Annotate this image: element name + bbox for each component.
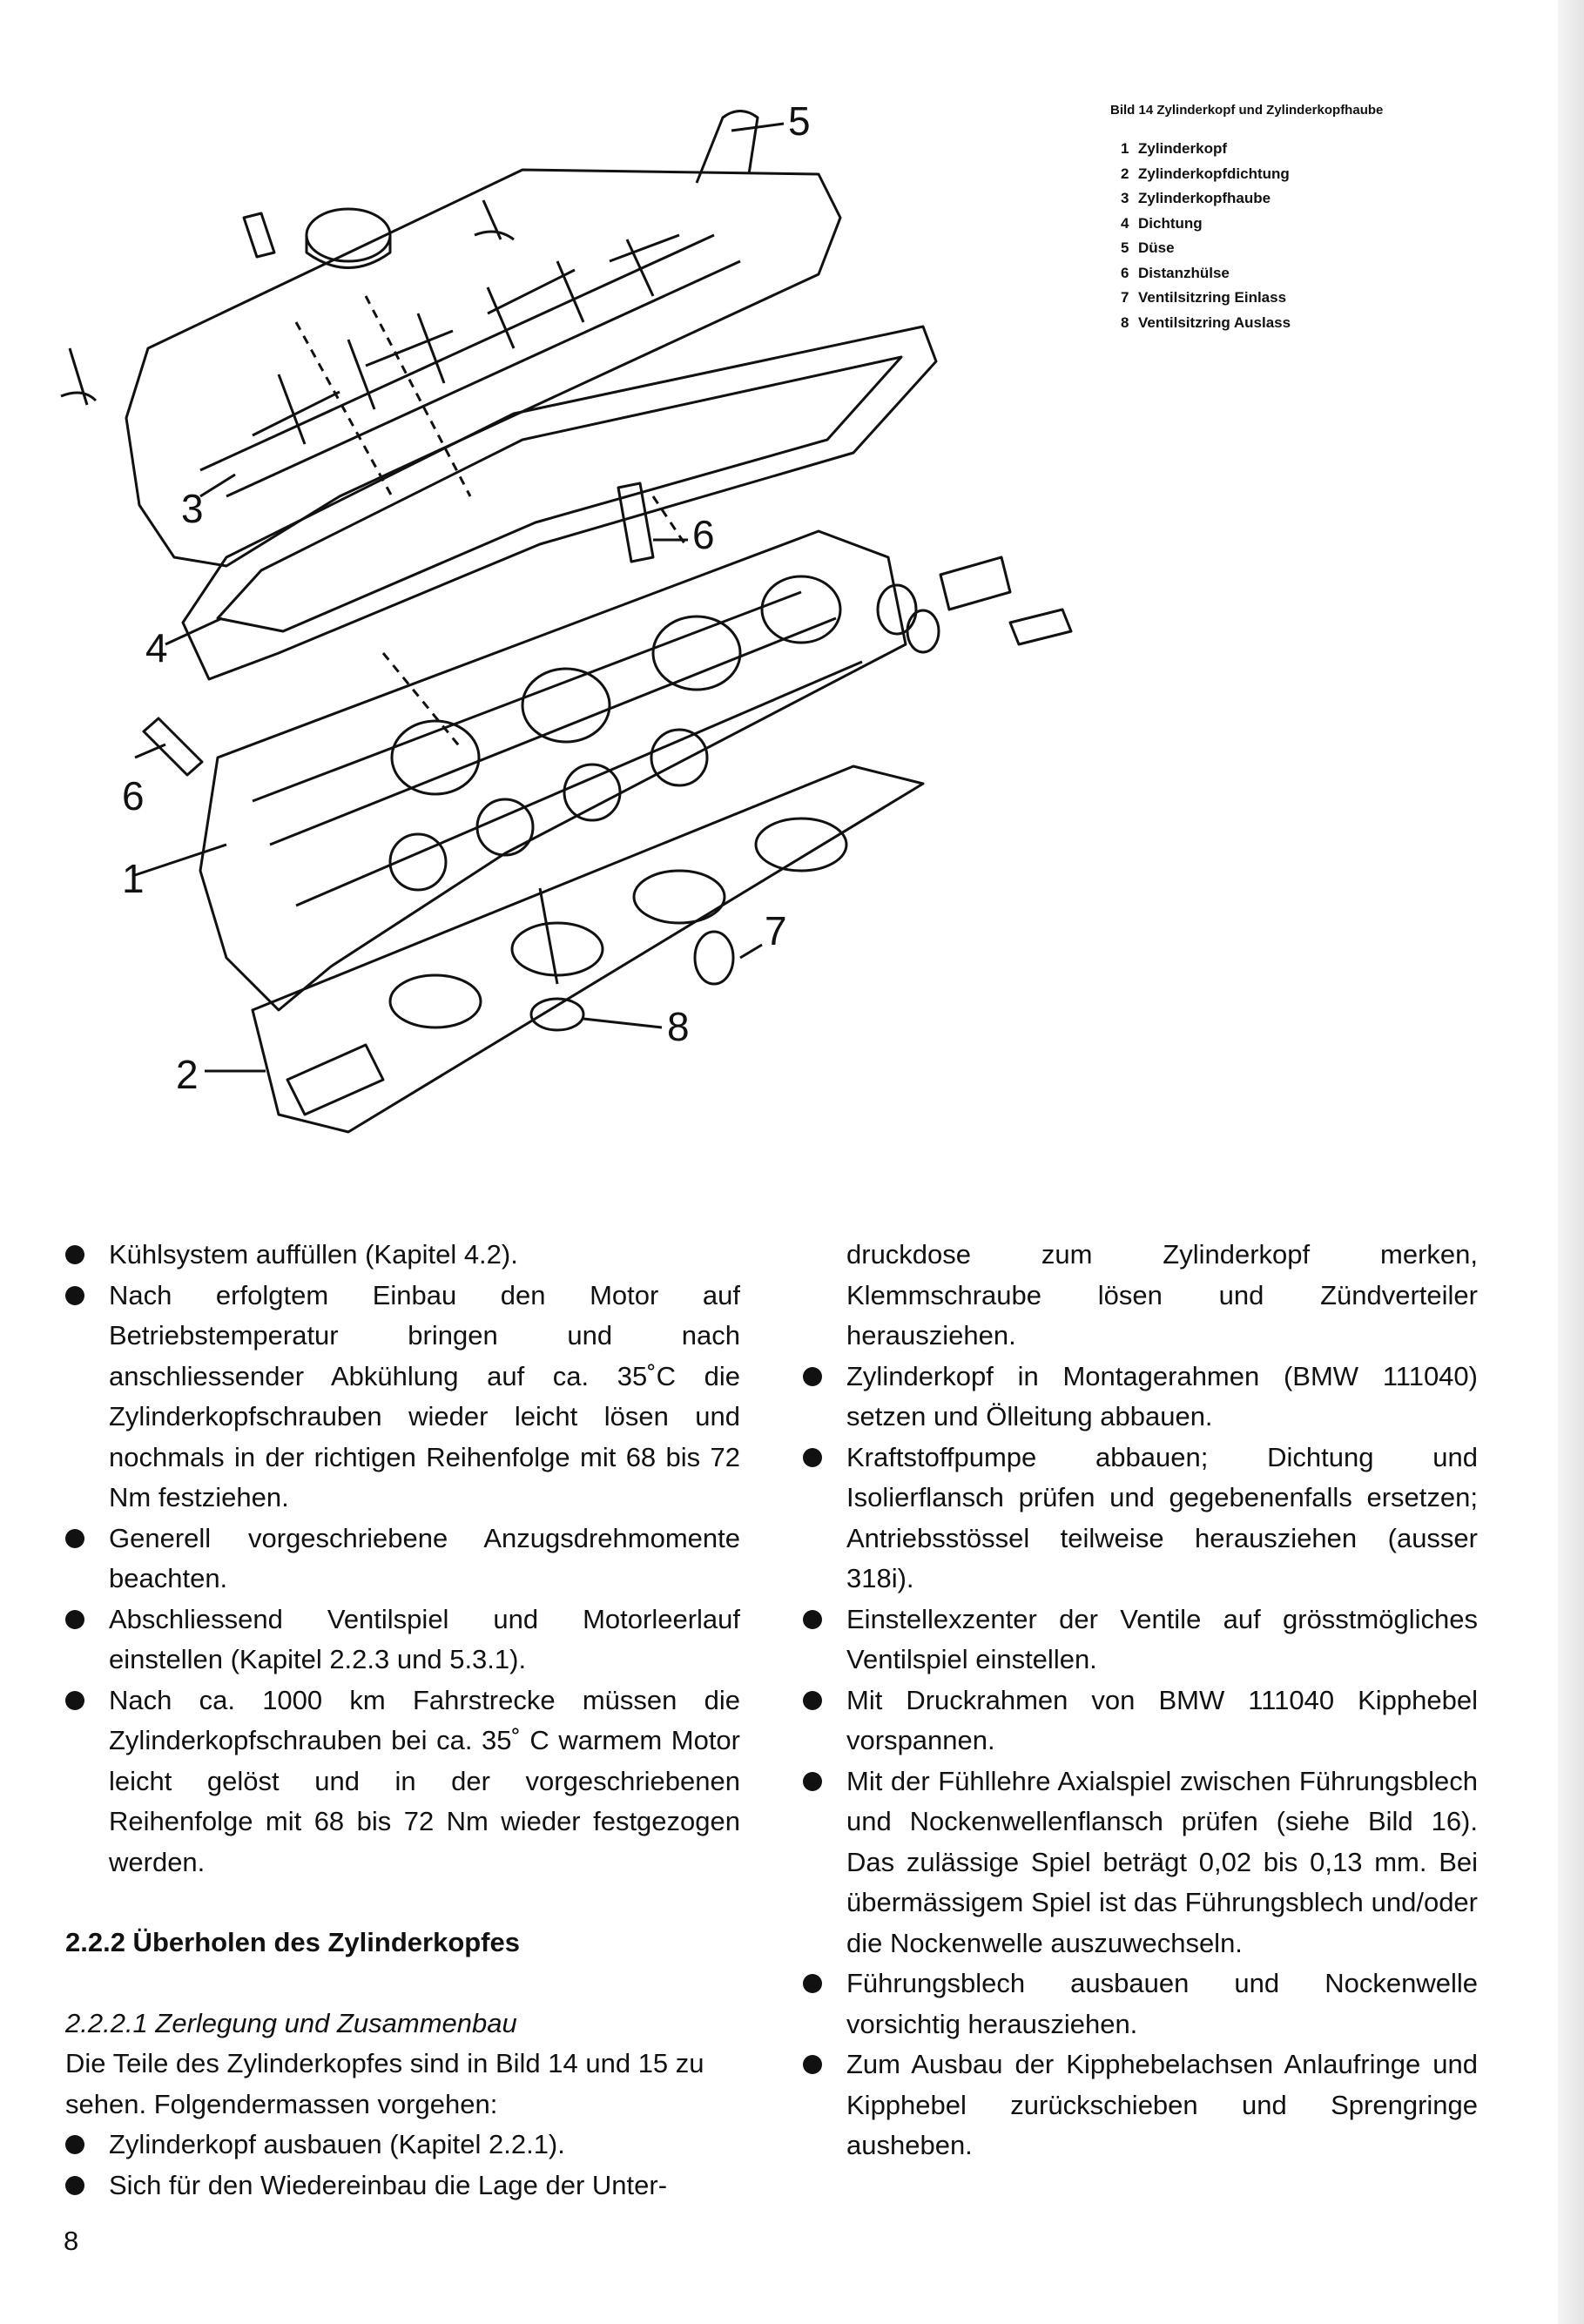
valve-seat-exhaust xyxy=(531,999,583,1030)
subsection-heading: 2.2.2.1 Zerlegung und Zusammenbau xyxy=(65,2007,517,2038)
leader-1 xyxy=(135,845,226,875)
head-block xyxy=(200,531,906,1010)
bullet-item: Mit Druckrahmen von BMW 111040 Kipphebel vorspannen. xyxy=(803,1681,1478,1762)
valve-seat-intake xyxy=(695,932,733,984)
bullet-item: Sich für den Wiedereinbau die Lage der Unter- xyxy=(65,2166,740,2206)
figure-label-1: 1 xyxy=(122,856,145,901)
legend-item: 6 Distanzhülse xyxy=(1121,264,1230,281)
figure-caption xyxy=(1110,103,1520,335)
bullet-item: Nach erfolgtem Einbau den Motor auf Betriebstemperatur bringen und nach anschliessender Abkühlung auf ca. 35˚C die Zylinderkopfschrauben wieder leicht lösen und nochmals in der richtigen Reihenfolge mit 68 bis 72 Nm festziehen. xyxy=(65,1276,740,1519)
figure-label-8: 8 xyxy=(667,1004,690,1049)
legend-item: 8 Ventilsitzring Auslass xyxy=(1121,313,1291,331)
bullet-item: Mit der Fühllehre Axialspiel zwischen Führungsblech und Nockenwellenflansch prüfen (siehe Bild 16). Das zulässige Spiel beträgt 0,02 bis 0,13 mm. Bei übermässigem Spiel ist das Führungsblech und/oder die Nockenwelle auszuwechseln. xyxy=(803,1762,1478,1964)
page-number: 8 xyxy=(64,2226,79,2256)
section-heading: 2.2.2 Überholen des Zylinderkopfes xyxy=(65,1927,520,1957)
bullet-item: Kraftstoffpumpe abbauen; Dichtung und Isolierflansch prüfen und gegebenenfalls ersetzen; Antriebsstössel teilweise herausziehen (ausser 318i). xyxy=(803,1438,1478,1600)
figure-title: Bild 14 Zylinderkopf und Zylinderkopfhaube xyxy=(1110,103,1384,118)
bullet-item: Führungsblech ausbauen und Nockenwelle vorsichtig herausziehen. xyxy=(803,1964,1478,2044)
bullet-item: Abschliessend Ventilspiel und Motorleerlauf einstellen (Kapitel 2.2.3 und 5.3.1). xyxy=(65,1600,740,1681)
bullet-item: Generell vorgeschriebene Anzugsdrehmomente beachten. xyxy=(65,1519,740,1600)
figure-label-6-upper: 6 xyxy=(692,512,715,557)
figure-label-4: 4 xyxy=(145,625,168,670)
continued-paragraph: druckdose zum Zylinderkopf merken, Klemmschraube lösen und Zündverteiler herausziehen. xyxy=(846,1239,1478,1351)
left-text-column xyxy=(65,1235,740,2206)
figure-legend xyxy=(1110,137,1520,335)
figure-label-6-left: 6 xyxy=(122,773,145,818)
legend-item: 7 Ventilsitzring Einlass xyxy=(1121,289,1287,306)
figure-label-2: 2 xyxy=(176,1052,199,1097)
legend-item: 5 Düse xyxy=(1121,239,1175,256)
leader-3 xyxy=(200,475,235,496)
leader-7 xyxy=(740,945,762,958)
port-2 xyxy=(522,669,610,742)
legend-item: 1 Zylinderkopf xyxy=(1121,140,1228,157)
figure-label-3: 3 xyxy=(181,486,204,531)
distance-sleeve-left xyxy=(144,718,202,775)
bullet-item: Zylinderkopf ausbauen (Kapitel 2.2.1). xyxy=(65,2125,740,2166)
right-text-column xyxy=(803,1235,1478,2166)
bullet-item: Zum Ausbau der Kipphebelachsen Anlaufringe und Kipphebel zurückschieben und Sprengringe ausheben. xyxy=(803,2044,1478,2166)
port-3 xyxy=(653,616,740,690)
leader-6b xyxy=(135,744,165,758)
intro-paragraph: Die Teile des Zylinderkopfes sind in Bild 14 und 15 zu sehen. Folgendermassen vorgehen: xyxy=(65,2048,704,2119)
bullet-item: Zylinderkopf in Montagerahmen (BMW 111040) setzen und Ölleitung abbauen. xyxy=(803,1357,1478,1438)
cylinder-head-drawing xyxy=(52,87,1097,1158)
leader-4 xyxy=(165,618,222,644)
legend-item: 2 Zylinderkopfdichtung xyxy=(1121,165,1290,182)
figure-label-7: 7 xyxy=(765,908,787,953)
cover-inner-ribs xyxy=(200,235,740,496)
exploded-view-figure xyxy=(52,87,1097,1158)
figure-label-5: 5 xyxy=(788,98,811,144)
bullet-item: Nach ca. 1000 km Fahrstrecke müssen die Zylinderkopfschrauben bei ca. 35˚ C warmem Motor leicht gelöst und in der vorgeschriebenen Reihenfolge mit 68 bis 72 Nm wieder festgezogen werden. xyxy=(65,1681,740,1883)
legend-item: 4 Dichtung xyxy=(1121,214,1203,232)
bullet-item: Kühlsystem auffüllen (Kapitel 4.2). xyxy=(65,1235,740,1276)
bullet-item: Einstellexzenter der Ventile auf grösstmögliches Ventilspiel einstellen. xyxy=(803,1600,1478,1681)
page-edge-shadow xyxy=(1558,0,1584,2324)
legend-item: 3 Zylinderkopfhaube xyxy=(1121,190,1271,206)
